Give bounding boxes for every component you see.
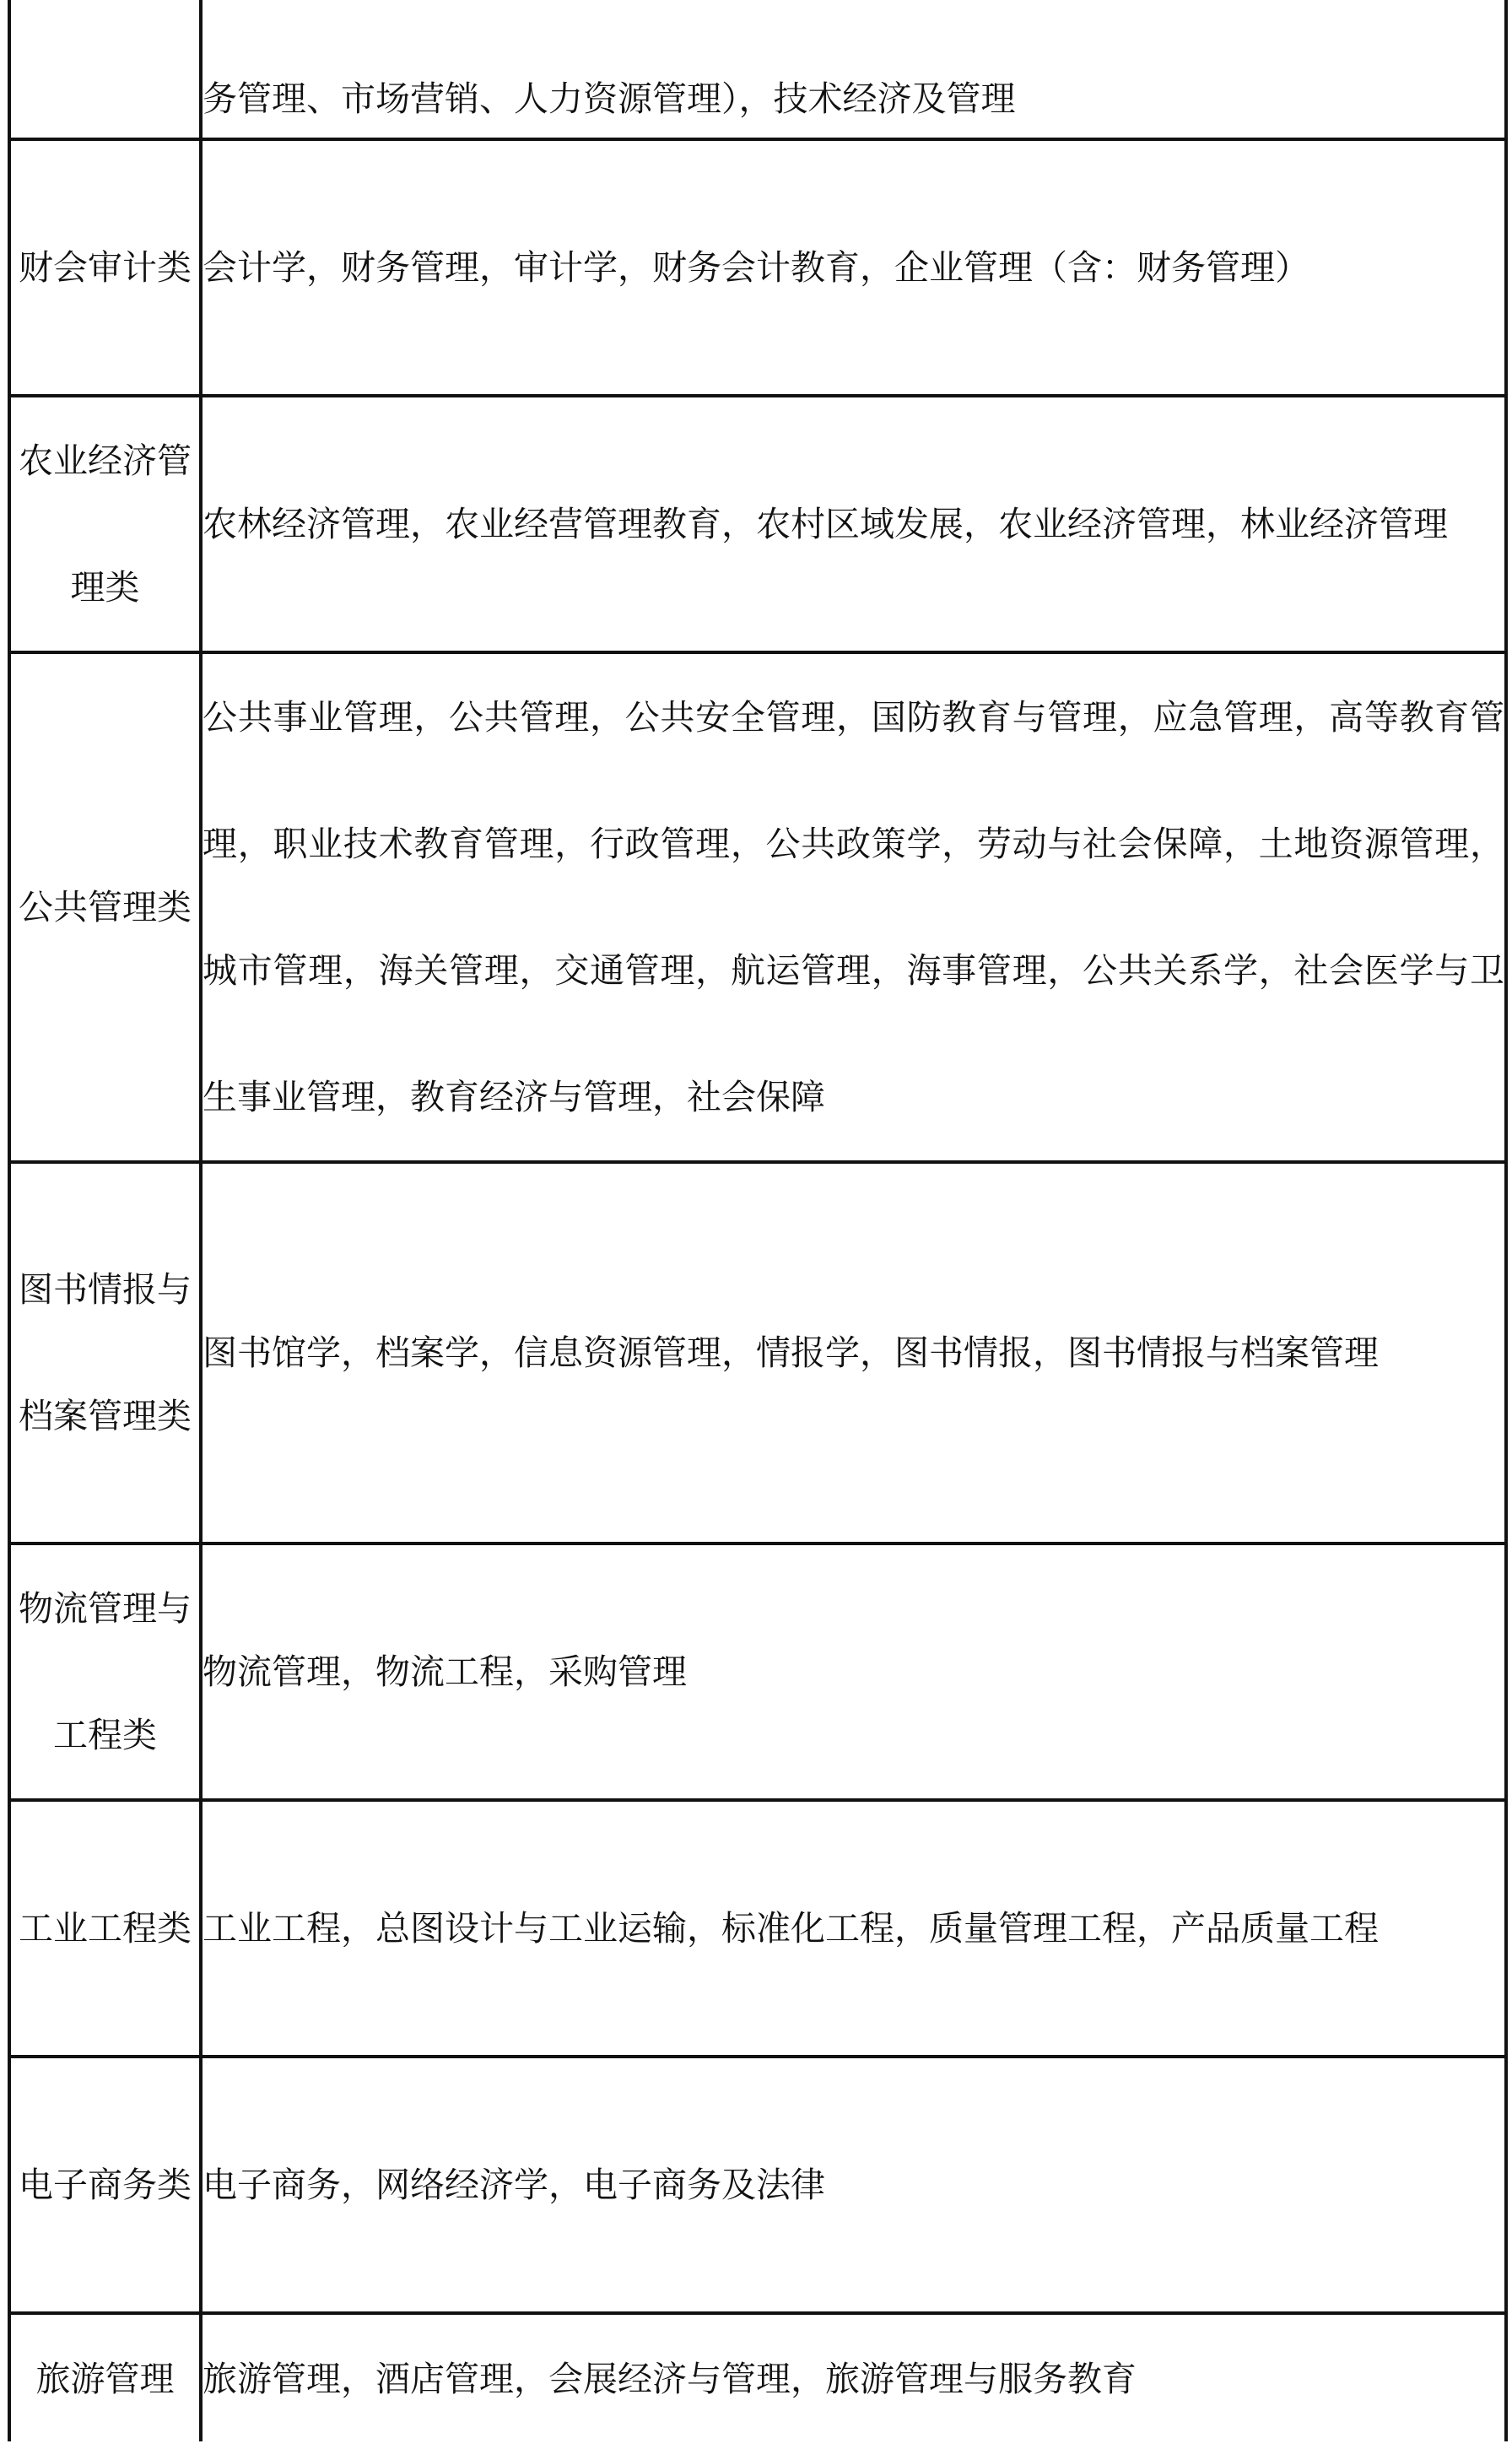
majors-text: 务管理、市场营销、人力资源管理），技术经济及管理 [202, 78, 1016, 119]
majors-table [8, 0, 1508, 2441]
table-row [9, 396, 1506, 652]
majors-cell [201, 1543, 1506, 1800]
table-row [9, 0, 1506, 139]
category-label: 工业工程类 [19, 1908, 192, 1949]
majors-text: 会计学，财务管理，审计学，财务会计教育，企业管理（含：财务管理） [202, 247, 1310, 288]
category-cell [9, 0, 201, 139]
majors-cell [201, 0, 1506, 139]
majors-cell [201, 652, 1506, 1162]
category-label: 农业经济管理类 [19, 441, 192, 608]
category-label: 财会审计类 [19, 247, 192, 288]
category-cell [9, 1543, 201, 1800]
majors-text: 图书馆学，档案学，信息资源管理，情报学，图书情报，图书情报与档案管理 [202, 1333, 1379, 1373]
majors-cell [201, 396, 1506, 652]
majors-text: 公共事业管理，公共管理，公共安全管理，国防教育与管理，应急管理，高等教育管理，职业技术教育管理，行政管理，公共政策学，劳动与社会保障，土地资源管理，城市管理，海关管理，交通管理，航运管理，海事管理，公共关系学，社会医学与卫生事业管理，教育经济与管理，社会保障 [202, 697, 1504, 1117]
majors-cell [201, 139, 1506, 396]
majors-text: 物流管理，物流工程，采购管理 [202, 1652, 687, 1692]
table-row [9, 1543, 1506, 1800]
table-row [9, 139, 1506, 396]
table-row [9, 652, 1506, 1162]
category-label: 公共管理类 [19, 887, 192, 927]
category-cell [9, 2313, 201, 2440]
category-cell [9, 139, 201, 396]
majors-cell [201, 2313, 1506, 2440]
table-row [9, 1162, 1506, 1543]
majors-cell [201, 1800, 1506, 2057]
majors-text: 电子商务，网络经济学，电子商务及法律 [202, 2165, 825, 2205]
table-row [9, 1800, 1506, 2057]
category-label: 旅游管理 [35, 2359, 175, 2399]
table-row [9, 2313, 1506, 2440]
majors-text: 工业工程，总图设计与工业运输，标准化工程，质量管理工程，产品质量工程 [202, 1908, 1379, 1949]
category-cell [9, 652, 201, 1162]
majors-text: 旅游管理，酒店管理，会展经济与管理，旅游管理与服务教育 [202, 2359, 1137, 2399]
category-label: 物流管理与工程类 [19, 1588, 192, 1755]
table-row [9, 2057, 1506, 2313]
category-cell [9, 396, 201, 652]
category-cell [9, 1800, 201, 2057]
category-label: 图书情报与档案管理类 [19, 1269, 192, 1436]
category-label: 电子商务类 [19, 2165, 192, 2205]
majors-text: 农林经济管理，农业经营管理教育，农村区域发展，农业经济管理，林业经济管理 [202, 504, 1448, 544]
category-cell [9, 1162, 201, 1543]
majors-cell [201, 1162, 1506, 1543]
category-cell [9, 2057, 201, 2313]
majors-cell [201, 2057, 1506, 2313]
